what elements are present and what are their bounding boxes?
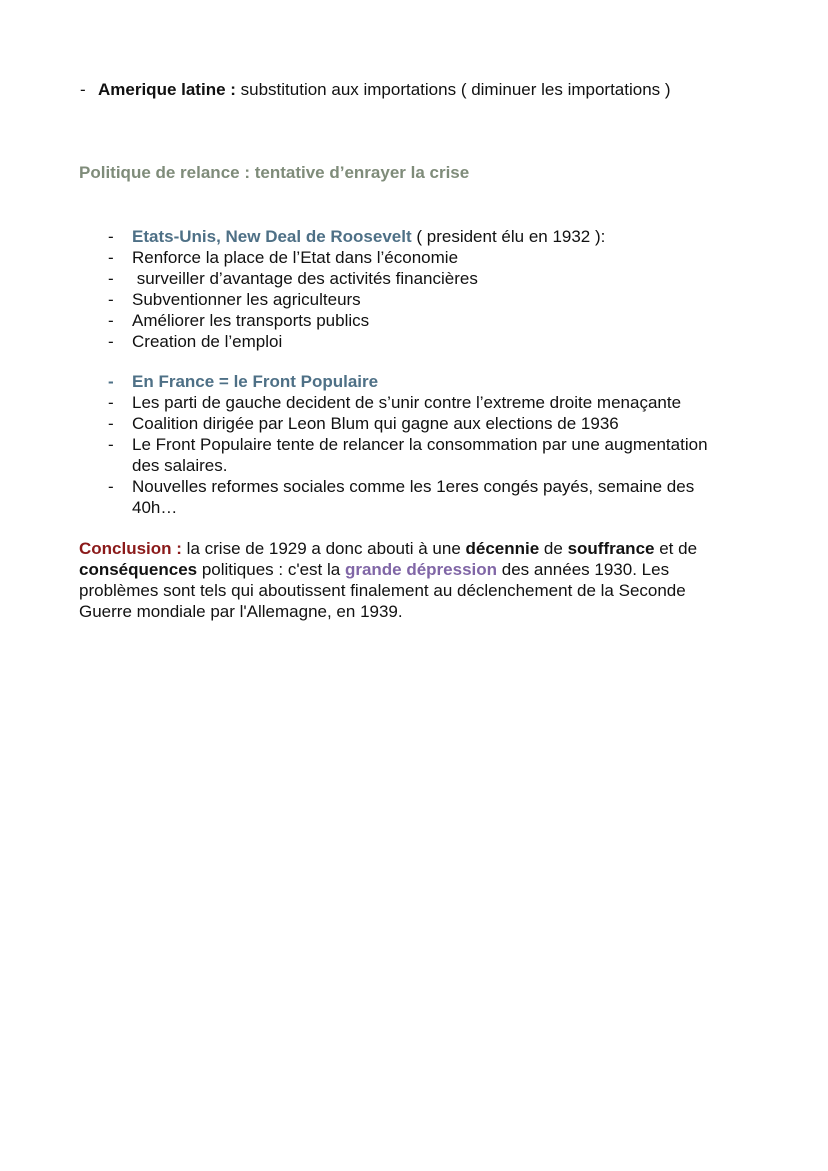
list-item xyxy=(108,226,605,247)
list-dash: - xyxy=(108,477,114,496)
usa-item: Améliorer les transports publics xyxy=(132,311,370,330)
conclusion-line: Guerre mondiale par l'Allemagne, en 1939. xyxy=(79,602,403,621)
conclusion-text: de xyxy=(539,539,568,558)
intro-line xyxy=(80,79,671,100)
intro-label: Amerique latine : xyxy=(98,80,236,99)
list-dash: - xyxy=(108,227,114,246)
intro-dash: - xyxy=(80,80,86,99)
france-list xyxy=(108,371,708,518)
list-item xyxy=(108,476,708,518)
list-item xyxy=(108,310,605,331)
list-dash: - xyxy=(108,332,114,351)
list-dash: - xyxy=(108,290,114,309)
conclusion-line xyxy=(79,538,759,559)
usa-title: Etats-Unis, New Deal de Roosevelt xyxy=(132,227,412,246)
list-item xyxy=(108,434,708,476)
conclusion-label: Conclusion : xyxy=(79,539,182,558)
conclusion-text: et de xyxy=(654,539,698,558)
conclusion-text: politiques : c'est la xyxy=(197,560,345,579)
france-title: En France = le Front Populaire xyxy=(132,372,379,391)
list-dash: - xyxy=(108,372,114,391)
conclusion-bold: conséquences xyxy=(79,560,198,579)
usa-list xyxy=(108,226,605,352)
france-item-line: Nouvelles reformes sociales comme les 1eres congés payés, semaine des xyxy=(132,477,695,496)
conclusion-paragraph xyxy=(79,538,759,622)
section-heading: Politique de relance : tentative d’enrayer la crise xyxy=(79,163,470,182)
usa-item: Renforce la place de l’Etat dans l’économie xyxy=(132,248,459,267)
list-item xyxy=(108,268,605,289)
usa-item: Subventionner les agriculteurs xyxy=(132,290,361,309)
france-item-line: 40h… xyxy=(132,498,178,517)
list-item xyxy=(108,413,708,434)
conclusion-highlight: grande dépression xyxy=(344,560,498,579)
list-dash: - xyxy=(108,248,114,267)
list-dash: - xyxy=(108,414,114,433)
list-item xyxy=(108,392,708,413)
conclusion-bold: décennie xyxy=(465,539,540,558)
conclusion-text: la crise de 1929 a donc abouti à une xyxy=(181,539,466,558)
list-item xyxy=(108,289,605,310)
usa-item: surveiller d’avantage des activités financières xyxy=(132,269,478,288)
usa-item: Creation de l’emploi xyxy=(132,332,283,351)
conclusion-line: problèmes sont tels qui aboutissent finalement au déclenchement de la Seconde xyxy=(79,581,686,600)
france-item-line: des salaires. xyxy=(132,456,228,475)
france-item: Les parti de gauche decident de s’unir contre l’extreme droite menaçante xyxy=(132,393,682,412)
france-item-line: Le Front Populaire tente de relancer la consommation par une augmentation xyxy=(132,435,708,454)
usa-title-rest: ( president élu en 1932 ): xyxy=(411,227,606,246)
conclusion-line xyxy=(79,559,759,580)
list-dash: - xyxy=(108,311,114,330)
list-dash: - xyxy=(108,269,114,288)
list-dash: - xyxy=(108,435,114,454)
conclusion-text: des années 1930. Les xyxy=(497,560,670,579)
conclusion-bold: souffrance xyxy=(567,539,655,558)
list-item xyxy=(108,371,708,392)
intro-text: substitution aux importations ( diminuer les importations ) xyxy=(235,80,671,99)
list-item xyxy=(108,247,605,268)
list-dash: - xyxy=(108,393,114,412)
list-item xyxy=(108,331,605,352)
france-item: Coalition dirigée par Leon Blum qui gagne aux elections de 1936 xyxy=(132,414,619,433)
